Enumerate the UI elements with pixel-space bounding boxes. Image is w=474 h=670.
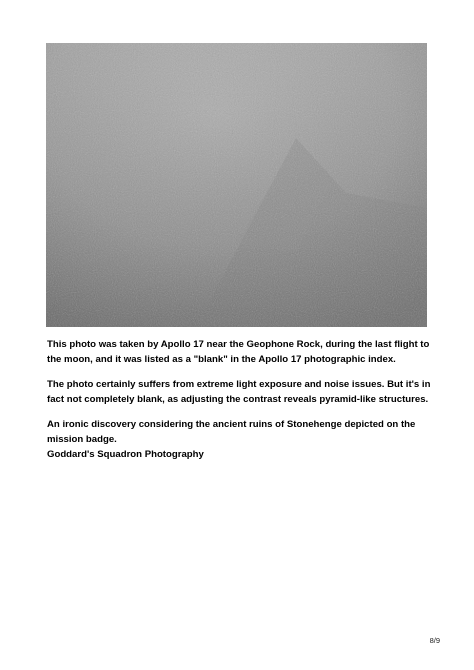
paragraph-photo-origin: This photo was taken by Apollo 17 near the Geophone Rock, during the last flight to the moon, and it was listed as a "blank" in the Apollo 17 photographic index. [47,339,430,365]
grainy-grayscale-image [46,43,427,327]
article-text [47,337,432,462]
apollo-17-photo [46,43,427,327]
paragraph-exposure: The photo certainly suffers from extreme light exposure and noise issues. But it's in fact not completely blank, as adjusting the contrast reveals pyramid-like structures. [47,379,431,405]
paragraph-stonehenge: An ironic discovery considering the ancient ruins of Stonehenge depicted on the mission badge. [47,419,416,445]
page-number: 8/9 [429,636,440,645]
photo-credit: Goddard's Squadron Photography [47,449,204,460]
